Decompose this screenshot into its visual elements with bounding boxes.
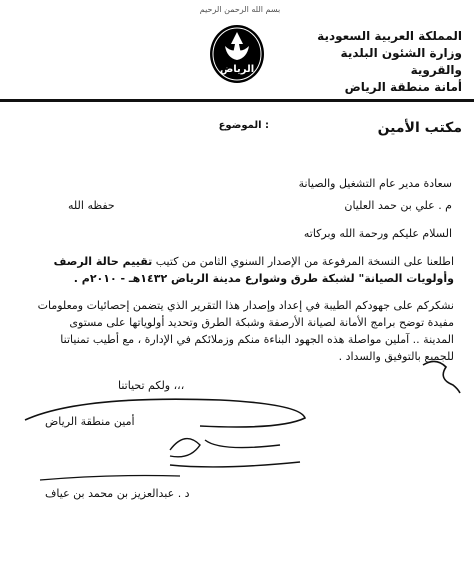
p1-line2: وأولويات الصيانة" لشبكة طرق وشوارع مدينة الرياض ١٤٣٢هـ - ٢٠١٠م . — [73, 272, 454, 285]
subject-label: الموضوع : — [218, 120, 269, 131]
header-divider — [0, 99, 474, 102]
p1-line1-text: اطلعنا على النسخة المرفوعة من الإصدار السنوي الثامن من كتيب — [155, 255, 454, 268]
signatory-role: أمين منطقة الرياض — [45, 415, 135, 428]
addressee-title: سعادة مدير عام التشغيل والصيانة — [298, 177, 452, 190]
logo-caption: الرياض — [219, 64, 255, 75]
p1-line1-report-title: تقييم حالة الرصف — [53, 255, 153, 268]
letterhead-right — [312, 28, 462, 96]
ministry-name: وزارة الشئون البلدية والقروية — [340, 46, 462, 77]
addressee-blessing: حفظه الله — [68, 199, 115, 212]
office-title: مكتب الأمين — [377, 120, 462, 136]
closing: ولكم تحياتنا ،،، — [118, 379, 185, 392]
addressee-name: م . علي بن حمد العليان — [344, 199, 452, 212]
municipality-name: أمانة منطقة الرياض — [344, 80, 462, 94]
greeting: السلام عليكم ورحمة الله وبركاته — [303, 227, 452, 240]
paragraph-2 — [14, 297, 454, 365]
basmala: بسم الله الرحمن الرحيم — [199, 5, 281, 14]
signatory-name: د . عبدالعزيز بن محمد بن عياف — [45, 487, 190, 500]
p2-line3: المدينة .. آملين مواصلة هذه الجهود البناءة منكم وزملائكم في الإدارة ، مع أطيب تمنياتنا — [60, 333, 454, 346]
paragraph-1 — [14, 253, 454, 287]
p2-line1: نشكركم على جهودكم الطيبة في إعداد وإصدار هذا التقرير الذي يتضمن إحصائيات ومعلومات — [37, 299, 454, 312]
handwritten-margin-mark — [418, 355, 463, 395]
country-name: المملكة العربية السعودية — [317, 29, 462, 43]
p2-line2: مفيدة توضح برامج الأمانة لصيانة الأرصفة وشبكة الطرق وتحديد أولوياتها على مستوى — [69, 316, 454, 329]
p2-line4: للجميع بالتوفيق والسداد . — [338, 350, 454, 363]
riyadh-emblem-logo — [209, 24, 265, 84]
